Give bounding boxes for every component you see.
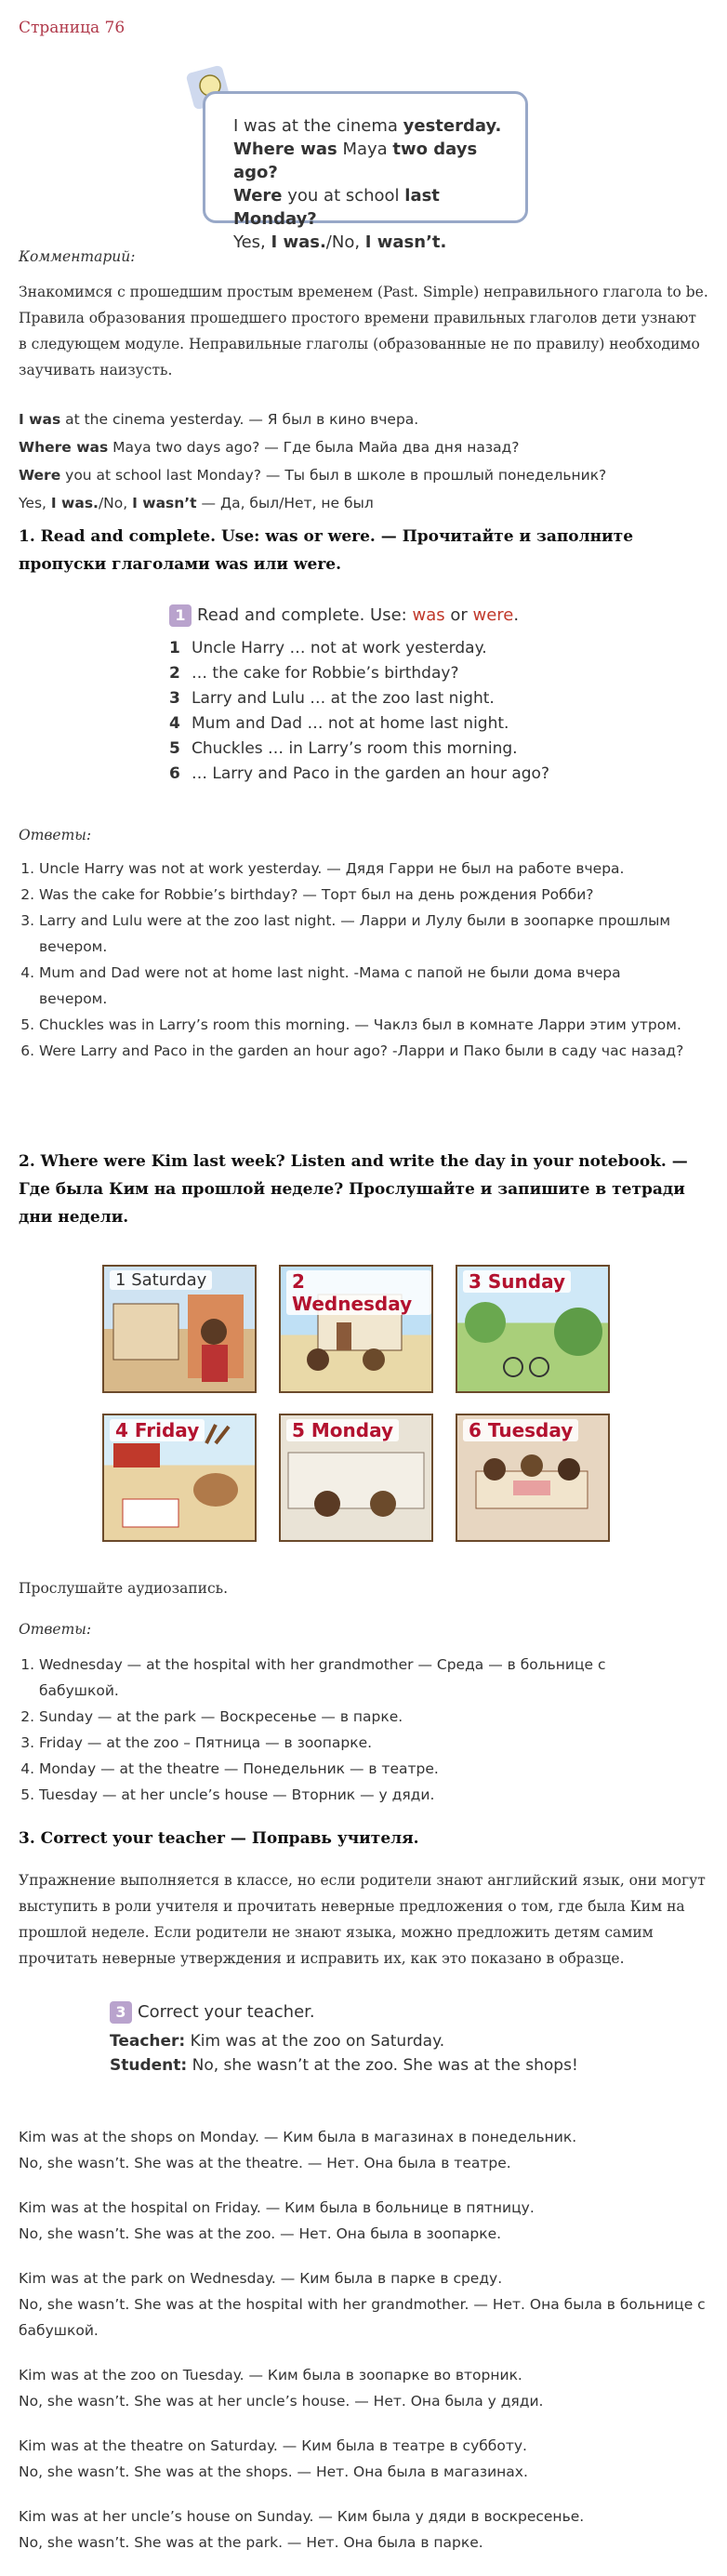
picture-day: Friday: [134, 1419, 200, 1441]
task3-heading: 3. Correct your teacher — Поправь учителя.: [19, 1829, 419, 1848]
picture-number: 3: [469, 1270, 482, 1293]
teacher-line: [110, 2029, 668, 2053]
translation-4-bold2: I wasn’t: [132, 495, 197, 511]
task1-answer: 6. Were Larry and Paco in the garden an hour ago? -Ларри и Пако были в саду час назад?: [39, 1038, 688, 1064]
picture-day: Saturday: [131, 1270, 207, 1290]
translation-4-mid: /No,: [98, 495, 133, 511]
grammar-line1-c: yesterday.: [403, 116, 502, 136]
picture-day: Monday: [311, 1419, 394, 1441]
translation-3: [19, 461, 708, 489]
picture-label: [463, 1419, 578, 1441]
task1-answer: 3. Larry and Lulu were at the zoo last night. — Ларри и Лулу были в зоопарке прошлым вечером.: [39, 908, 688, 960]
answer-statement: Kim was at the shops on Monday. — Ким была в магазинах в понедельник.: [19, 2129, 577, 2145]
task1-item-number: 3: [169, 689, 180, 708]
picture-label: [110, 1419, 205, 1441]
task1-heading: 1. Read and complete. Use: was or were. — Прочитайте и заполните пропуски глаголами was или were.: [19, 527, 634, 574]
translation-3-bold: Were: [19, 467, 61, 484]
grammar-line4-a: Yes,: [233, 232, 271, 252]
task1-answer: 4. Mum and Dad were not at home last night. -Мама с папой не были дома вчера вечером.: [39, 960, 688, 1012]
picture-sunday: [456, 1265, 610, 1393]
grammar-line2-c: two days ago?: [233, 139, 478, 182]
student-line: [110, 2053, 668, 2078]
comment-text: Знакомимся с прошедшим простым временем (Past. Simple) неправильного глагола to be. Правила образования прошедшего простого времени правильных глаголов дети узнают в следующем модуле. Неправильные глаголы (образованные не по правилу) необходимо заучивать наизусть.: [19, 284, 708, 378]
answer-statement: Kim was at her uncle’s house on Sunday. — Ким была у дяди в воскресенье.: [19, 2508, 585, 2525]
grammar-line3-c: last Monday?: [233, 186, 440, 229]
task3-box-number: 3: [110, 2001, 132, 2024]
picture-wednesday: [279, 1265, 433, 1393]
translation-4: [19, 489, 708, 517]
task1-item: [169, 737, 634, 762]
grammar-line3-b: you at school: [282, 186, 405, 206]
answer-correction: No, she wasn’t. She was at her uncle’s house. — Нет. Она была у дяди.: [19, 2393, 544, 2410]
task1-item: [169, 636, 634, 661]
translations: [19, 405, 708, 517]
picture-label: [286, 1419, 399, 1441]
task2-answers: [19, 1652, 688, 1808]
translation-4-bold: I was.: [50, 495, 99, 511]
task1-exercise-box: [169, 604, 634, 787]
picture-number: 4: [115, 1419, 128, 1441]
task1-item-number: 1: [169, 639, 180, 657]
task3-answers: [19, 2124, 708, 2574]
task1-item-text: Chuckles … in Larry’s room this morning.: [192, 739, 518, 758]
task1-item-text: Mum and Dad … not at home last night.: [192, 714, 509, 733]
picture-day: Wednesday: [292, 1293, 413, 1315]
page-number: Страница 76: [19, 19, 126, 37]
task1-item-list: [169, 636, 634, 787]
grammar-line3-a: Were: [233, 186, 283, 206]
answer-statement: Kim was at the park on Wednesday. — Ким была в парке в среду.: [19, 2270, 503, 2287]
task1-item-text: Larry and Lulu … at the zoo last night.: [192, 689, 495, 708]
task1-item: [169, 686, 634, 711]
task1-item-text: … the cake for Robbie’s birthday?: [192, 664, 459, 683]
grammar-line4-d: I wasn’t.: [364, 232, 447, 252]
task1-box-title-a: Read and complete. Use:: [197, 605, 413, 625]
task2-answer: 3. Friday — at the zoo – Пятница — в зоопарке.: [39, 1730, 688, 1756]
answer-correction: No, she wasn’t. She was at the zoo. — Нет. Она была в зоопарке.: [19, 2225, 502, 2242]
translation-1: [19, 405, 708, 433]
task1-answer: 5. Chuckles was in Larry’s room this morning. — Чаклз был в комнате Ларри этим утром.: [39, 1012, 688, 1038]
task1-box-title-were: were: [472, 605, 514, 625]
translation-1-bold: I was: [19, 411, 61, 428]
task2-picture-grid: [102, 1265, 614, 1544]
picture-number: 1: [115, 1270, 126, 1290]
task1-item-number: 4: [169, 714, 180, 733]
picture-day: Sunday: [487, 1270, 566, 1293]
translation-3-rest: you at school last Monday? — Ты был в школе в прошлый понедельник?: [60, 467, 607, 484]
student-text: No, she wasn’t at the zoo. She was at the shops!: [187, 2056, 578, 2075]
picture-label: [463, 1270, 571, 1293]
task1-item: [169, 711, 634, 737]
task1-box-title-end: .: [513, 605, 520, 625]
task1-box-title-or: or: [444, 605, 473, 625]
answer-pair: [19, 2124, 708, 2176]
answer-pair: [19, 2362, 708, 2414]
task2-answers-heading: Ответы:: [19, 1621, 92, 1638]
picture-label: [286, 1270, 431, 1315]
picture-label: [110, 1270, 212, 1290]
task3-text: Упражнение выполняется в классе, но если родители знают английский язык, они могут выступить в роли учителя и прочитать неверные предложения о том, где была Ким на прошлой неделе. Если родители не знают языка, можно предложить детям самим прочитать неверные утверждения и исправить их, как это показано в образце.: [19, 1872, 706, 1967]
teacher-label: Teacher:: [110, 2032, 186, 2051]
task1-answer: 1. Uncle Harry was not at work yesterday. — Дядя Гарри не был на работе вчера.: [39, 856, 688, 882]
task1-answers-heading: Ответы:: [19, 827, 92, 843]
answer-statement: Kim was at the zoo on Tuesday. — Ким была в зоопарке во вторник.: [19, 2367, 522, 2383]
answer-correction: No, she wasn’t. She was at the hospital with her grandmother. — Нет. Она была в больнице с бабушкой.: [19, 2296, 706, 2339]
answer-pair: [19, 2265, 708, 2344]
task3-exercise-box: [110, 2001, 668, 2078]
picture-number: 5: [292, 1419, 305, 1441]
student-label: Student:: [110, 2056, 188, 2075]
answer-statement: Kim was at the theatre on Saturday. — Ким была в театре в субботу.: [19, 2437, 527, 2454]
task2-heading: 2. Where were Kim last week? Listen and write the day in your notebook. — Где была Ким на прошлой неделе? Прослушайте и запишите в тетради дни недели.: [19, 1152, 688, 1227]
grammar-line4-c: /No,: [325, 232, 365, 252]
translation-2-bold: Where was: [19, 439, 109, 456]
task3-dialogue: [110, 2029, 668, 2078]
translation-4-rest: — Да, был/Нет, не был: [196, 495, 374, 511]
task2-answer: 2. Sunday — at the park — Воскресенье — в парке.: [39, 1704, 688, 1730]
task3-box-title-text: Correct your teacher.: [138, 2002, 315, 2022]
task1-answers: [19, 856, 688, 1064]
picture-friday: [102, 1414, 257, 1542]
answer-correction: No, she wasn’t. She was at the shops. — Нет. Она была в магазинах.: [19, 2463, 528, 2480]
grammar-line2-b: Maya: [337, 139, 393, 159]
translation-4-pre: Yes,: [19, 495, 51, 511]
translation-2-rest: Maya two days ago? — Где была Майа два дня назад?: [108, 439, 520, 456]
grammar-line4-b: I was.: [271, 232, 326, 252]
picture-tuesday: [456, 1414, 610, 1542]
answer-statement: Kim was at the hospital on Friday. — Ким была в больнице в пятницу.: [19, 2199, 535, 2216]
task1-item: [169, 762, 634, 787]
task1-item-number: 5: [169, 739, 180, 758]
task1-box-number: 1: [169, 604, 192, 627]
task1-box-title: [169, 604, 634, 627]
task2-answer: 4. Monday — at the theatre — Понедельник — в театре.: [39, 1756, 688, 1782]
grammar-line1-a: I was: [233, 116, 277, 136]
task1-item-number: 2: [169, 664, 180, 683]
task1-item-text: … Larry and Paco in the garden an hour ago?: [192, 764, 549, 783]
task1-item-text: Uncle Harry … not at work yesterday.: [192, 639, 487, 657]
picture-number: 2: [292, 1270, 305, 1293]
task2-answer: 5. Tuesday — at her uncle’s house — Вторник — у дяди.: [39, 1782, 688, 1808]
answer-pair: [19, 2503, 708, 2556]
grammar-box: [203, 91, 528, 252]
task1-item-number: 6: [169, 764, 180, 783]
task3-box-title: [110, 2001, 668, 2024]
comment-heading: Комментарий:: [19, 248, 136, 265]
translation-1-rest: at the cinema yesterday. — Я был в кино вчера.: [60, 411, 419, 428]
picture-number: 6: [469, 1419, 482, 1441]
answer-correction: No, she wasn’t. She was at the theatre. — Нет. Она была в театре.: [19, 2155, 511, 2171]
grammar-line2-a: Where was: [233, 139, 337, 159]
picture-monday: [279, 1414, 433, 1542]
task2-answer: 1. Wednesday — at the hospital with her grandmother — Среда — в больнице с бабушкой.: [39, 1652, 688, 1704]
answer-pair: [19, 2195, 708, 2247]
teacher-text: Kim was at the zoo on Saturday.: [185, 2032, 445, 2051]
task1-item: [169, 661, 634, 686]
translation-2: [19, 433, 708, 461]
answer-pair: [19, 2433, 708, 2485]
picture-saturday: [102, 1265, 257, 1393]
task1-box-title-was: was: [412, 605, 445, 625]
grammar-line1-b: at the cinema: [276, 116, 403, 136]
task2-listen-note: Прослушайте аудиозапись.: [19, 1580, 229, 1597]
task1-answer: 2. Was the cake for Robbie’s birthday? — Торт был на день рождения Робби?: [39, 882, 688, 908]
answer-correction: No, she wasn’t. She was at the park. — Нет. Она была в парке.: [19, 2534, 483, 2551]
picture-day: Tuesday: [487, 1419, 574, 1441]
